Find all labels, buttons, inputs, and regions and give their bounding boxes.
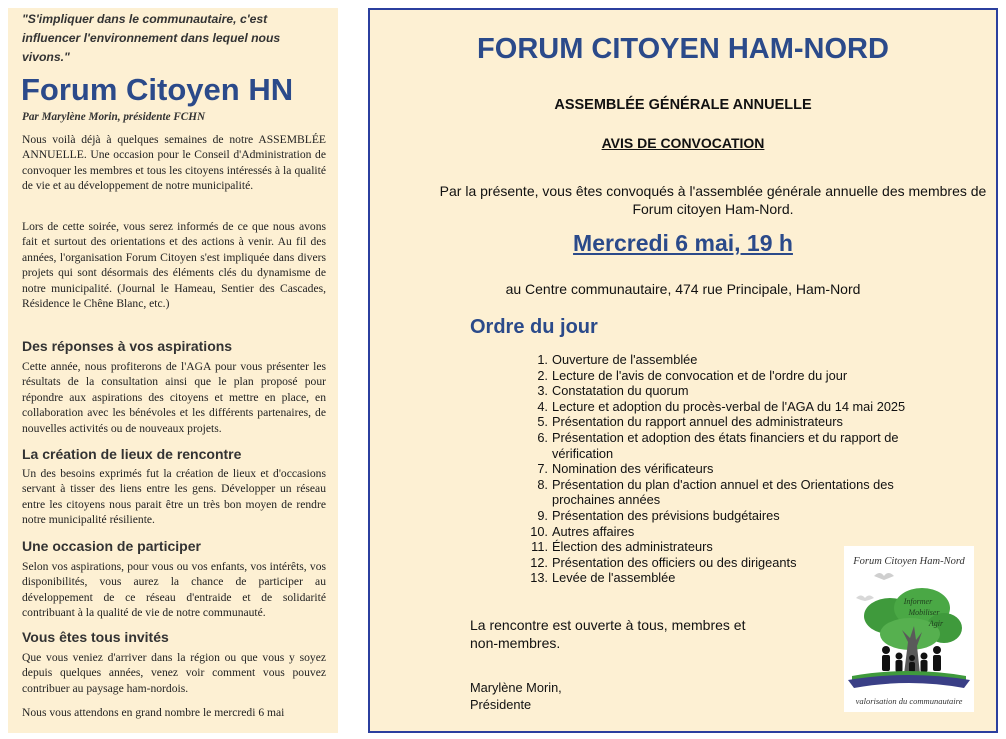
agenda-item-text: Présentation des officiers ou des dirigeants (552, 554, 797, 570)
agenda-item-text: Présentation du rapport annuel des administrateurs (552, 414, 843, 430)
assembly-heading: ASSEMBLÉE GÉNÉRALE ANNUELLE (554, 97, 812, 113)
convocation-label: AVIS DE CONVOCATION (601, 135, 765, 151)
logo-word-mobiliser: Mobiliser (908, 608, 940, 617)
agenda-item-number: 9. (537, 507, 548, 523)
section-heading: La création de lieux de rencontre (22, 446, 242, 462)
event-date (370, 228, 996, 258)
agenda-item-number: 10. (530, 523, 548, 539)
agenda-item-number: 11. (531, 539, 548, 555)
article-title: Forum Citoyen HN (21, 72, 294, 107)
section-text: Selon vos aspirations, pour vous ou vos enfants, vos intérêts, vos disponibilités, vous aurez la chance de participer au développement de ce réseau d'entraide et de solidarité contribuant à la qualité de vie de notre communauté. (22, 560, 326, 620)
article-last-line: Nous vous attendons en grand nombre le mercredi 6 mai (22, 706, 285, 719)
agenda-item (530, 414, 930, 430)
article-paragraph: Nous voilà déjà à quelques semaines de notre ASSEMBLÉE ANNUELLE. Une occasion pour le Conseil d'Administration de convoquer les membres et tous les citoyens intéressés à la qualité de vie et au développement de notre municipalité. (22, 133, 326, 193)
forum-logo (844, 546, 974, 712)
dove-icon (874, 573, 894, 580)
agenda-title: Ordre du jour (470, 316, 598, 338)
agenda-item (530, 368, 930, 384)
agenda-item (530, 383, 930, 399)
section-heading: Des réponses à vos aspirations (22, 338, 233, 354)
agenda-item-number: 5. (537, 414, 548, 430)
signature-name: Marylène Morin, (470, 680, 562, 695)
closing-text: La rencontre est ouverte à tous, membres et non-membres. (470, 617, 746, 651)
agenda-item (530, 352, 930, 368)
agenda-item (530, 461, 930, 477)
agenda-item-number: 13. (530, 570, 548, 586)
section-text: Que vous veniez d'arriver dans la région ou que vous y soyez depuis quelques années, venez voir comment vous pouvez contribuer au paysage ham-nordois. (22, 651, 326, 695)
logo-bottom-text: valorisation du communautaire (855, 696, 963, 706)
agenda-item-text: Nomination des vérificateurs (552, 461, 714, 477)
article-byline: Par Marylène Morin, présidente FCHN (22, 111, 206, 123)
logo-word-informer: Informer (903, 597, 933, 606)
section-text: Un des besoins exprimés fut la création de lieux et d'occasions servant à tisser des liens entre les gens. Développer un réseau entre les citoyens nous parait être un très bon moyen de rendre notre municipalité résiliente. (22, 467, 326, 527)
logo-top-text: Forum Citoyen Ham-Nord (853, 556, 965, 567)
agenda-item-text: Présentation et adoption des états financiers et du rapport de vérification (552, 429, 899, 461)
agenda-item (530, 477, 930, 508)
convocation-heading (370, 134, 996, 152)
notice-title: FORUM CITOYEN HAM-NORD (477, 33, 889, 65)
logo-graphic (844, 546, 974, 712)
article-quote: "S'impliquer dans le communautaire, c'est influencer l'environnement dans lequel nous vivons." (22, 12, 281, 64)
agenda-item-text: Lecture de l'avis de convocation et de l'ordre du jour (552, 367, 848, 383)
agenda-item (530, 399, 930, 415)
agenda-item-number: 6. (537, 429, 548, 445)
agenda-item-text: Élection des administrateurs (552, 539, 713, 555)
dove-icon (856, 596, 874, 602)
agenda-item-number: 7. (537, 461, 548, 477)
agenda-item-number: 8. (537, 476, 548, 492)
agenda-item-text: Lecture et adoption du procès-verbal de l'AGA du 14 mai 2025 (552, 398, 906, 414)
agenda-item-text: Levée de l'assemblée (552, 570, 676, 586)
right-page-notice (368, 8, 998, 733)
agenda-item (530, 524, 930, 540)
agenda-item-text: Ouverture de l'assemblée (552, 352, 698, 367)
agenda-item (530, 508, 930, 524)
agenda-item-number: 3. (537, 383, 548, 399)
article-paragraph: Lors de cette soirée, vous serez informés de ce que nous avons fait et surtout des orientations et des actions à venir. Au fil des années, l'organisation Forum Citoyen s'est impliquée dans divers projets qui sont désormais des éléments clés du dynamisme de notre municipalité. (Journal le Hameau, Sentier des Cascades, Résidence le Chêne Blanc, etc.) (22, 220, 326, 311)
agenda-item-text: Constatation du quorum (552, 383, 689, 399)
signature (470, 679, 770, 713)
agenda-item-text: Présentation du plan d'action annuel et des Orientations des prochaines années (552, 476, 894, 508)
agenda-item-number: 4. (537, 398, 548, 414)
signature-role: Présidente (470, 697, 532, 712)
agenda-item-number: 1. (537, 352, 548, 367)
intro-text: Par la présente, vous êtes convoqués à l'assemblée générale annuelle des membres de Forum citoyen Ham-Nord. (439, 183, 987, 217)
agenda-item-text: Présentation des prévisions budgétaires (552, 507, 780, 523)
event-location: au Centre communautaire, 474 rue Principale, Ham-Nord (505, 281, 861, 297)
agenda-item-text: Autres affaires (552, 523, 635, 539)
agenda-item-number: 12. (530, 554, 548, 570)
section-heading: Une occasion de participer (22, 538, 201, 554)
section-heading: Vous êtes tous invités (22, 629, 169, 645)
section-text: Cette année, nous profiterons de l'AGA pour vous présenter les résultats de la consultation ainsi que le plan proposé pour répondre aux aspirations des citoyens et mettre en place, en collaboration avec les bénévoles et les différents partenaires, de nouvelles activités ou de nouveaux projets. (22, 360, 326, 435)
event-date-label: Mercredi 6 mai, 19 h (573, 230, 793, 256)
agenda-item (530, 430, 930, 461)
agenda-item-number: 2. (537, 367, 548, 383)
logo-word-agir: Agir (928, 619, 944, 628)
left-page-article (8, 8, 338, 733)
